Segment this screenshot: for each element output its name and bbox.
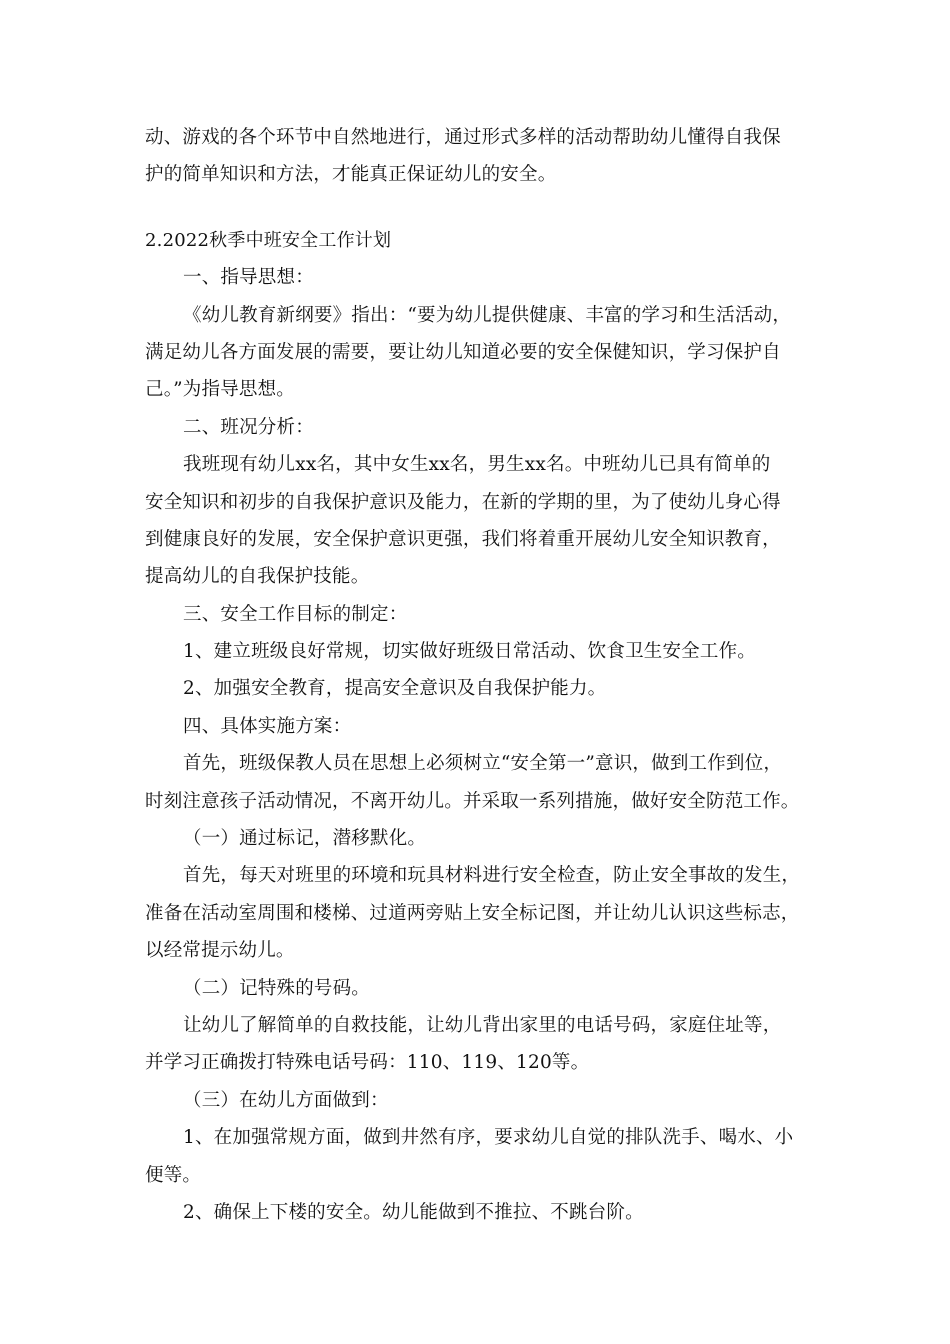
list-item: 2、确保上下楼的安全。幼儿能做到不推拉、不跳台阶。 bbox=[183, 1201, 644, 1223]
paragraph-line: 提高幼儿的自我保护技能。 bbox=[145, 566, 370, 588]
paragraph-line: 并学习正确拨打特殊电话号码：110、119、120等。 bbox=[145, 1052, 590, 1074]
paragraph-line: 时刻注意孩子活动情况，不离开幼儿。并采取一系列措施，做好安全防范工作。 bbox=[145, 790, 800, 812]
section-title: 2.2022秋季中班安全工作计划 bbox=[145, 229, 392, 251]
document-body bbox=[145, 119, 825, 1231]
paragraph-line: 首先，每天对班里的环境和玩具材料进行安全检查，防止安全事故的发生， bbox=[183, 865, 801, 887]
paragraph-line: 己。”为指导思想。 bbox=[145, 379, 296, 401]
subheading-marks: （一）通过标记，潜移默化。 bbox=[183, 828, 427, 850]
paragraph-line: 《幼儿教育新纲要》指出：“要为幼儿提供健康、丰富的学习和生活活动， bbox=[183, 304, 792, 326]
list-item: 1、建立班级良好常规，切实做好班级日常活动、饮食卫生安全工作。 bbox=[183, 641, 756, 663]
paragraph-line: 动、游戏的各个环节中自然地进行，通过形式多样的活动帮助幼儿懂得自我保 bbox=[145, 127, 781, 148]
paragraph-line: 便等。 bbox=[145, 1164, 202, 1186]
section-gap bbox=[145, 194, 825, 222]
list-item: 2、加强安全教育，提高安全意识及自我保护能力。 bbox=[183, 678, 607, 700]
subheading-children: （三）在幼儿方面做到： bbox=[183, 1089, 389, 1111]
paragraph-line: 满足幼儿各方面发展的需要，要让幼儿知道必要的安全保健知识，学习保护自 bbox=[145, 341, 781, 363]
subheading-class-analysis: 二、班况分析： bbox=[183, 416, 314, 438]
paragraph-line: 安全知识和初步的自我保护意识及能力，在新的学期的里，为了使幼儿身心得 bbox=[145, 491, 781, 513]
paragraph-line: 到健康良好的发展，安全保护意识更强，我们将着重开展幼儿安全知识教育， bbox=[145, 528, 781, 550]
paragraph-line: 准备在活动室周围和楼梯、过道两旁贴上安全标记图，并让幼儿认识这些标志， bbox=[145, 902, 800, 924]
paragraph-line: 首先，班级保教人员在思想上必须树立“安全第一”意识，做到工作到位， bbox=[183, 753, 783, 775]
list-item: 1、在加强常规方面，做到井然有序，要求幼儿自觉的排队洗手、喝水、小 bbox=[183, 1127, 794, 1149]
paragraph-line: 让幼儿了解简单的自救技能，让幼儿背出家里的电话号码，家庭住址等， bbox=[183, 1014, 782, 1036]
subheading-goals: 三、安全工作目标的制定： bbox=[183, 603, 408, 625]
subheading-numbers: （二）记特殊的号码。 bbox=[183, 977, 371, 999]
subheading-implementation: 四、具体实施方案： bbox=[183, 715, 352, 737]
subheading-guiding-idea: 一、指导思想： bbox=[183, 267, 314, 289]
paragraph-line: 以经常提示幼儿。 bbox=[145, 940, 295, 962]
paragraph-line: 我班现有幼儿xx名，其中女生xx名，男生xx名。中班幼儿已具有简单的 bbox=[183, 454, 771, 476]
paragraph-line: 护的简单知识和方法，才能真正保证幼儿的安全。 bbox=[145, 164, 557, 186]
